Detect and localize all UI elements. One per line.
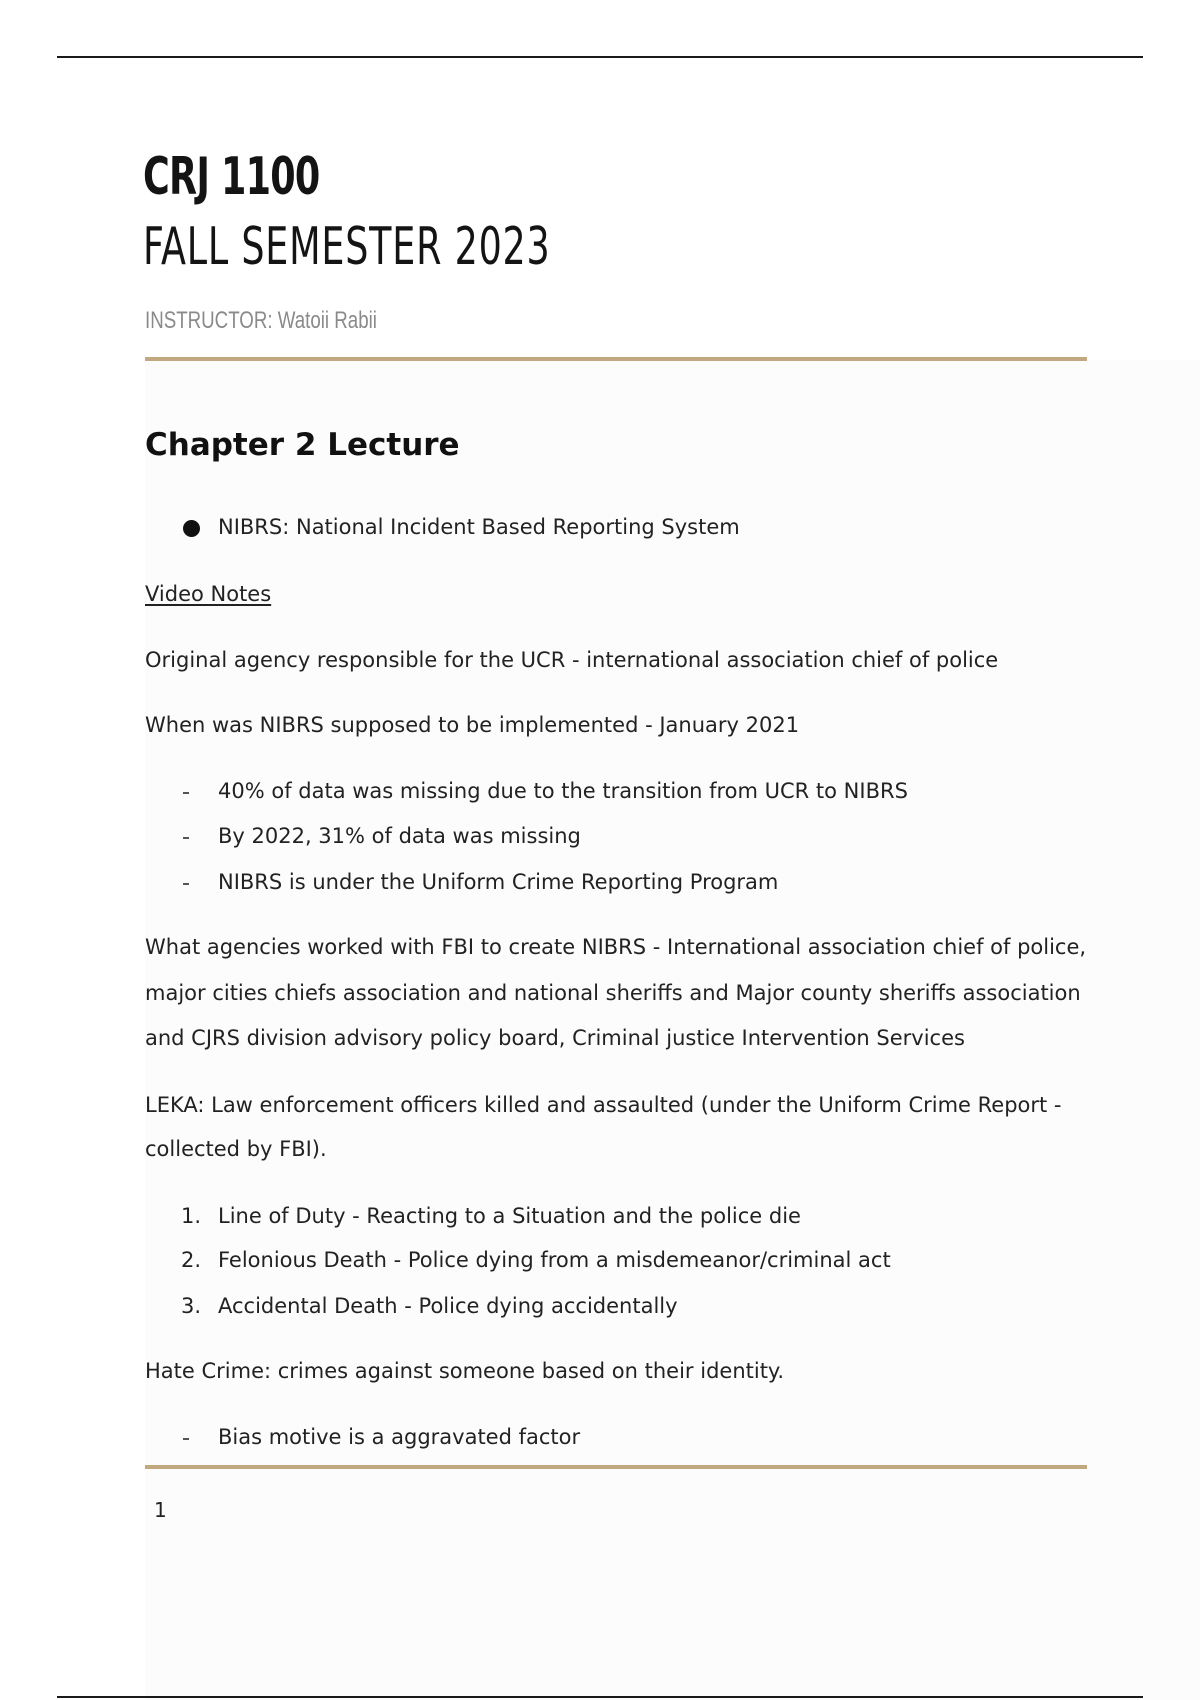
dash-marker [183, 837, 189, 839]
dash-marker [183, 1438, 189, 1440]
paragraph: Hate Crime: crimes against someone based on their identity. [145, 1359, 785, 1383]
bullet-item: NIBRS: National Incident Based Reporting System [218, 515, 740, 539]
dash-list-item: By 2022, 31% of data was missing [218, 824, 581, 848]
list-number: 2. [181, 1248, 202, 1272]
semester-title: FALL SEMESTER 2023 [143, 217, 551, 277]
numbered-list-item: Felonious Death - Police dying from a misdemeanor/criminal act [218, 1248, 891, 1272]
page-number: 1 [154, 1498, 167, 1522]
numbered-list-item: Accidental Death - Police dying accidentally [218, 1294, 678, 1318]
dash-marker [183, 883, 189, 885]
course-title: CRJ 1100 [143, 147, 320, 207]
video-notes-label: Video Notes [145, 582, 272, 606]
bullet-dot [183, 520, 200, 537]
dash-marker [183, 792, 189, 794]
footer-accent-divider [145, 1465, 1087, 1469]
paragraph-line: and CJRS division advisory policy board, Criminal justice Intervention Services [145, 1026, 965, 1050]
list-number: 1. [181, 1204, 202, 1228]
bottom-divider [57, 1696, 1143, 1698]
numbered-list-item: Line of Duty - Reacting to a Situation and the police die [218, 1204, 801, 1228]
paragraph: When was NIBRS supposed to be implemented - January 2021 [145, 713, 800, 737]
instructor-line: INSTRUCTOR: Watoii Rabii [145, 307, 377, 334]
paragraph: Original agency responsible for the UCR - international association chief of police [145, 648, 999, 672]
top-divider [57, 56, 1143, 58]
paragraph-line: LEKA: Law enforcement officers killed and assaulted (under the Uniform Crime Report - [145, 1093, 1062, 1117]
paragraph-line: What agencies worked with FBI to create NIBRS - International association chief of police, [145, 935, 1087, 959]
chapter-heading: Chapter 2 Lecture [145, 427, 460, 463]
paragraph-line: collected by FBI). [145, 1137, 327, 1161]
dash-list-item: Bias motive is a aggravated factor [218, 1425, 581, 1449]
dash-list-item: 40% of data was missing due to the transition from UCR to NIBRS [218, 779, 908, 803]
list-number: 3. [181, 1294, 202, 1318]
dash-list-item: NIBRS is under the Uniform Crime Reporting Program [218, 870, 779, 894]
header-accent-divider [145, 357, 1087, 361]
paragraph-line: major cities chiefs association and national sheriffs and Major county sheriffs association [145, 981, 1081, 1005]
